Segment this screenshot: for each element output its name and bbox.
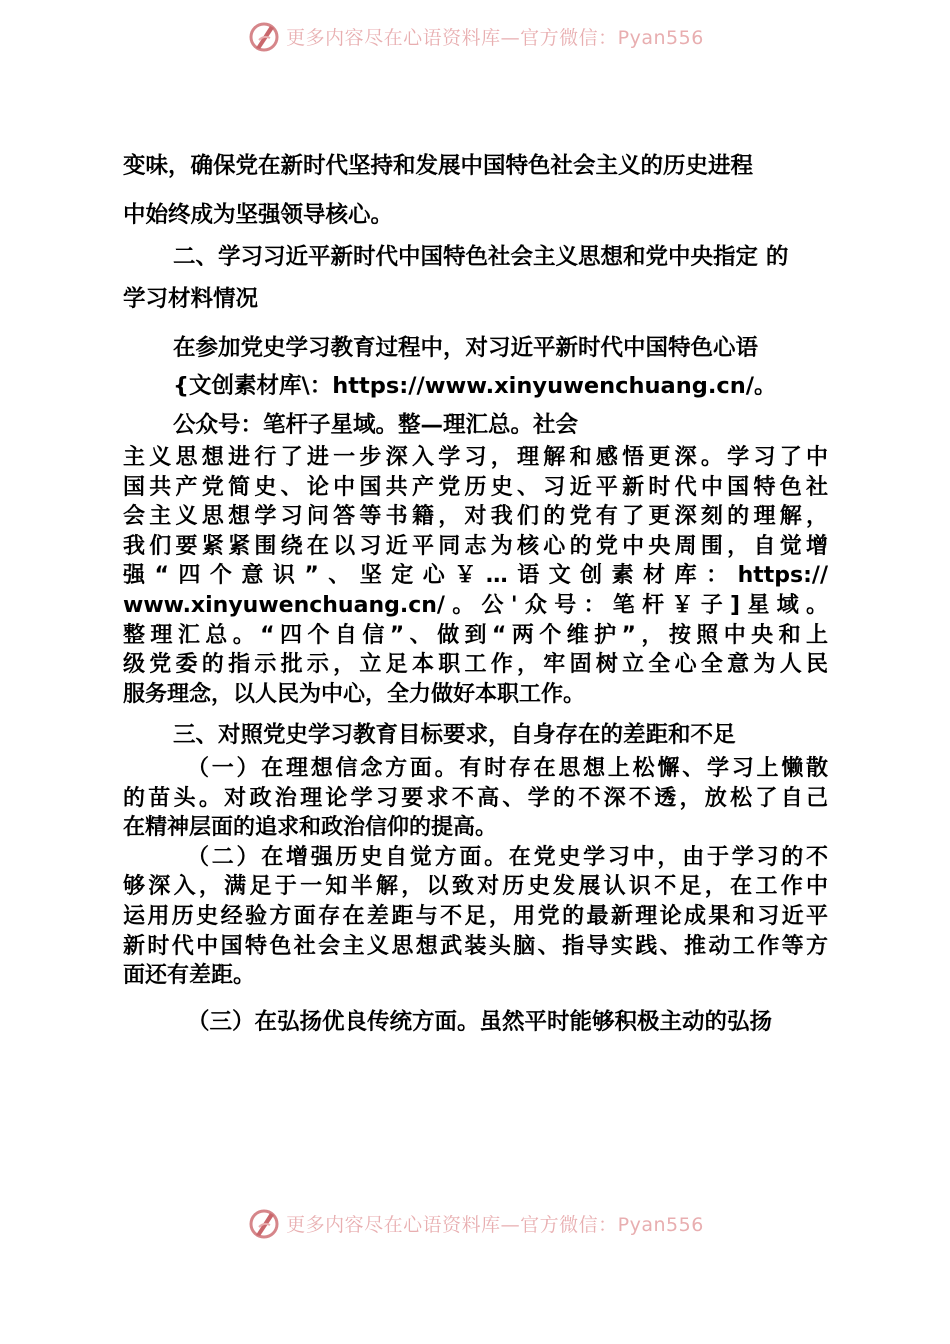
section-heading-cont: 学习材料情况 <box>123 286 259 312</box>
header-watermark <box>0 16 950 56</box>
text-line: 新时代中国特色社会主义思想武装头脑、指导实践、推动工作等方 <box>123 933 828 959</box>
text-line: 会主义思想学习问答等书籍，对我们的党有了更深刻的理解， <box>123 504 828 530</box>
text-line: 的苗头。对政治理论学习要求不高、学的不深不透，放松了自己 <box>123 785 828 811</box>
text-line: （三）在弘扬优良传统方面。虽然平时能够积极主动的弘扬 <box>187 1009 773 1035</box>
pen-logo-icon <box>246 1205 282 1241</box>
text-line: 运用历史经验方面存在差距与不足，用党的最新理论成果和习近平 <box>123 904 828 929</box>
pen-logo-icon <box>246 18 282 54</box>
text-line: 面还有差距。 <box>123 963 256 989</box>
text-line: （一）在理想信念方面。有时存在思想上松懈、学习上懒散 <box>187 756 828 781</box>
section-heading: 三、对照党史学习教育目标要求，自身存在的差距和不足 <box>173 722 736 748</box>
section-heading: 二、学习习近平新时代中国特色社会主义思想和党中央指定 的 <box>173 244 789 270</box>
text-line: 服务理念，以人民为中心，全力做好本职工作。 <box>123 681 586 707</box>
text-line: 整理汇总。“四个自信”、做到“两个维护”，按照中央和上 <box>123 622 828 648</box>
text-line: {文创素材库\：https://www.xinyuwenchuang.cn/。 <box>173 373 777 399</box>
text-line: 中始终成为坚强领导核心。 <box>123 202 394 228</box>
footer-watermark <box>0 1203 950 1243</box>
text-line: （二）在增强历史自觉方面。在党史学习中，由于学习的不 <box>187 844 828 870</box>
watermark-text: 更多内容尽在心语资料库—官方微信：Pyan556 <box>286 26 704 49</box>
text-line: 公众号：笔杆子星域。整—理汇总。社会 <box>173 412 579 438</box>
text-line: 主义思想进行了进一步深入学习，理解和感悟更深。学习了中 <box>123 445 828 470</box>
text-line: 级党委的指示批示，立足本职工作，牢固树立全心全意为人民 <box>123 652 828 678</box>
text-line: 在精神层面的追求和政治信仰的提高。 <box>123 815 498 841</box>
text-line: 变味，确保党在新时代坚持和发展中国特色社会主义的历史进程 <box>123 153 754 179</box>
text-line: 强“四个意识”、坚定心￥…语文创素材库：https:// <box>123 563 828 589</box>
watermark-text: 更多内容尽在心语资料库—官方微信：Pyan556 <box>286 1213 704 1236</box>
text-line: www.xinyuwenchuang.cn/。公'众号：笔杆￥子]星域。 <box>123 593 828 618</box>
text-line: 我们要紧紧围绕在以习近平同志为核心的党中央周围，自觉增 <box>123 533 828 559</box>
text-line: 够深入，满足于一知半解，以致对历史发展认识不足，在工作中 <box>123 874 828 900</box>
text-line: 在参加党史学习教育过程中，对习近平新时代中国特色心语 <box>173 335 759 361</box>
text-line: 国共产党简史、论中国共产党历史、习近平新时代中国特色社 <box>123 474 828 500</box>
